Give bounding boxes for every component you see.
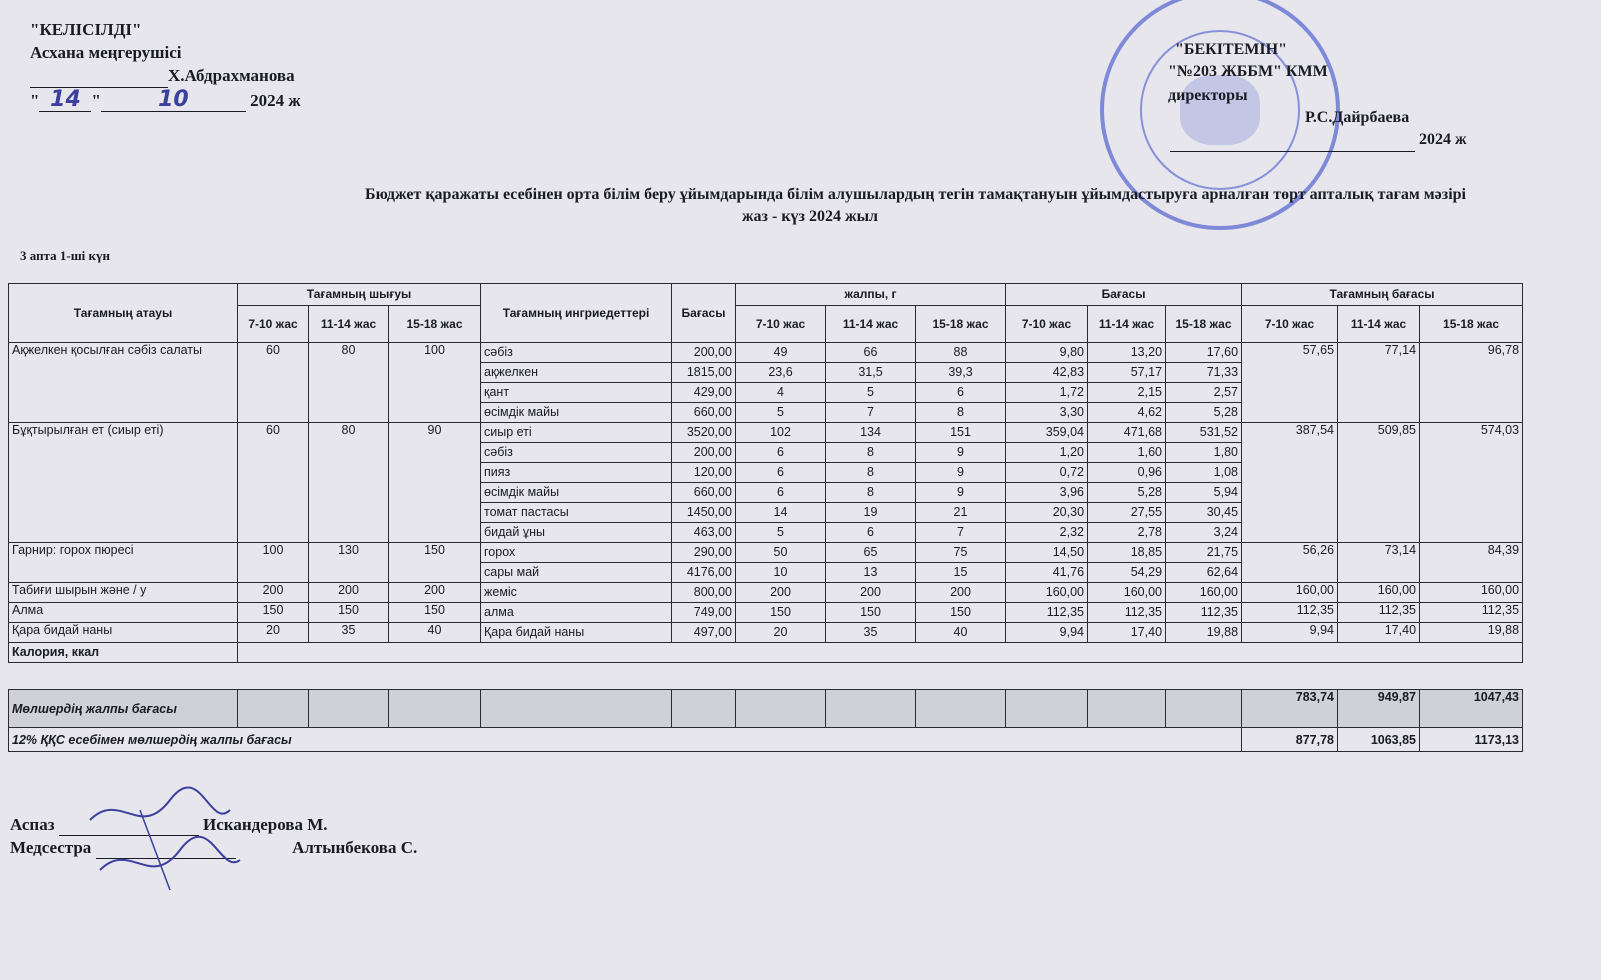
dish-cost: 56,26 <box>1242 543 1338 583</box>
dish-cost: 509,85 <box>1338 423 1420 543</box>
signature-line <box>30 64 168 88</box>
total-value: 949,87 <box>1338 690 1420 728</box>
ingredient-cost: 3,24 <box>1166 523 1242 543</box>
nurse-label: Медсестра <box>10 838 92 857</box>
dish-cost: 112,35 <box>1420 603 1523 623</box>
dish-name: Алма <box>9 603 238 623</box>
ingredient-name: өсімдік майы <box>481 403 672 423</box>
dish-output: 200 <box>389 583 481 603</box>
header-age: 7-10 жас <box>736 306 826 343</box>
approval-title: "КЕЛІСІЛДІ" <box>30 20 142 39</box>
dish-cost: 160,00 <box>1420 583 1523 603</box>
ingredient-gross: 151 <box>916 423 1006 443</box>
ingredient-gross: 13 <box>826 563 916 583</box>
week-day-label: 3 апта 1-ші күн <box>20 248 111 263</box>
header-cost: Бағасы <box>1006 284 1242 306</box>
ingredient-gross: 150 <box>826 603 916 623</box>
ingredient-gross: 6 <box>916 383 1006 403</box>
header-age: 11-14 жас <box>1088 306 1166 343</box>
total-row <box>9 690 1523 728</box>
ingredient-cost: 1,20 <box>1006 443 1088 463</box>
ingredient-gross: 35 <box>826 623 916 643</box>
menu-table-body <box>9 343 1523 663</box>
header-age: 15-18 жас <box>389 306 481 343</box>
ingredient-cost: 0,72 <box>1006 463 1088 483</box>
header-ingredients: Тағамның ингриедеттері <box>481 284 672 343</box>
dish-output: 90 <box>389 423 481 543</box>
ingredient-price: 429,00 <box>672 383 736 403</box>
approve-year: 2024 ж <box>1419 131 1467 148</box>
ingredient-cost: 19,88 <box>1166 623 1242 643</box>
dish-output: 80 <box>309 343 389 423</box>
dish-cost: 160,00 <box>1338 583 1420 603</box>
total-value: 1047,43 <box>1420 690 1523 728</box>
ingredient-name: пияз <box>481 463 672 483</box>
ingredient-gross: 49 <box>736 343 826 363</box>
approve-name: Р.С.Дайрбаева <box>1305 109 1410 126</box>
ingredient-cost: 1,80 <box>1166 443 1242 463</box>
ingredient-gross: 150 <box>736 603 826 623</box>
dish-name: Бұқтырылған ет (сиыр еті) <box>9 423 238 543</box>
ingredient-cost: 471,68 <box>1088 423 1166 443</box>
dish-name: Қара бидай наны <box>9 623 238 643</box>
ingredient-gross: 50 <box>736 543 826 563</box>
approval-block-left <box>30 18 301 112</box>
ingredient-gross: 9 <box>916 463 1006 483</box>
total-label: Мөлшердің жалпы бағасы <box>9 690 238 728</box>
ingredient-cost: 2,15 <box>1088 383 1166 403</box>
approval-date-line: " 14 " 10 2024 ж <box>30 87 301 112</box>
dish-cost: 160,00 <box>1242 583 1338 603</box>
ingredient-gross: 8 <box>916 403 1006 423</box>
ingredient-gross: 9 <box>916 483 1006 503</box>
vat-total-value: 877,78 <box>1242 728 1338 752</box>
ingredient-cost: 41,76 <box>1006 563 1088 583</box>
dish-output: 40 <box>389 623 481 643</box>
approval-day: 14 <box>39 88 91 112</box>
dish-name: Ақжелкен қосылған сәбіз салаты <box>9 343 238 423</box>
ingredient-price: 660,00 <box>672 483 736 503</box>
total-value: 783,74 <box>1242 690 1338 728</box>
ingredient-name: өсімдік майы <box>481 483 672 503</box>
table-row <box>9 583 1523 603</box>
ingredient-cost: 112,35 <box>1166 603 1242 623</box>
ingredient-cost: 1,08 <box>1166 463 1242 483</box>
ingredient-cost: 27,55 <box>1088 503 1166 523</box>
calorie-label: Калория, ккал <box>9 643 238 663</box>
approve-title: "БЕКІТЕМІН" <box>1175 41 1287 58</box>
header-dish-cost: Тағамның бағасы <box>1242 284 1523 306</box>
ingredient-price: 800,00 <box>672 583 736 603</box>
table-row <box>9 343 1523 363</box>
ingredient-name: горох <box>481 543 672 563</box>
header-age: 11-14 жас <box>1338 306 1420 343</box>
table-row <box>9 543 1523 563</box>
ingredient-cost: 112,35 <box>1006 603 1088 623</box>
ingredient-cost: 17,60 <box>1166 343 1242 363</box>
ingredient-gross: 5 <box>736 403 826 423</box>
ingredient-price: 290,00 <box>672 543 736 563</box>
dish-cost: 574,03 <box>1420 423 1523 543</box>
cook-label: Аспаз <box>10 815 55 834</box>
ingredient-gross: 14 <box>736 503 826 523</box>
ingredient-price: 200,00 <box>672 343 736 363</box>
ingredient-gross: 65 <box>826 543 916 563</box>
header-age: 7-10 жас <box>1242 306 1338 343</box>
ingredient-gross: 8 <box>826 483 916 503</box>
ingredient-cost: 160,00 <box>1166 583 1242 603</box>
vat-total-label: 12% ҚҚС есебімен мөлшердің жалпы бағасы <box>9 728 1242 752</box>
ingredient-gross: 88 <box>916 343 1006 363</box>
vat-total-value: 1063,85 <box>1338 728 1420 752</box>
ingredient-cost: 1,60 <box>1088 443 1166 463</box>
document-title: Бюджет қаражаты есебінен орта білім беру ұйымдарында білім алушылардың тегін тамақтануын ұйымдастыруға арналған төрт апталық тағам мәзірі <box>364 186 1466 203</box>
ingredient-cost: 54,29 <box>1088 563 1166 583</box>
approve-signature-line <box>1170 128 1415 152</box>
document-subtitle: жаз - күз 2024 жыл <box>741 208 879 225</box>
ingredient-cost: 9,80 <box>1006 343 1088 363</box>
dish-cost: 96,78 <box>1420 343 1523 423</box>
totals-table <box>8 689 1523 752</box>
dish-cost: 112,35 <box>1338 603 1420 623</box>
header-age: 7-10 жас <box>238 306 309 343</box>
ingredient-price: 1450,00 <box>672 503 736 523</box>
ingredient-cost: 3,96 <box>1006 483 1088 503</box>
ingredient-gross: 31,5 <box>826 363 916 383</box>
ingredient-cost: 0,96 <box>1088 463 1166 483</box>
ingredient-price: 200,00 <box>672 443 736 463</box>
ingredient-gross: 8 <box>826 443 916 463</box>
dish-cost: 112,35 <box>1242 603 1338 623</box>
ingredient-cost: 57,17 <box>1088 363 1166 383</box>
ingredient-price: 660,00 <box>672 403 736 423</box>
ingredient-gross: 21 <box>916 503 1006 523</box>
ingredient-gross: 5 <box>736 523 826 543</box>
dish-output: 60 <box>238 423 309 543</box>
header-age: 15-18 жас <box>1420 306 1523 343</box>
vat-total-row <box>9 728 1523 752</box>
ingredient-gross: 20 <box>736 623 826 643</box>
ingredient-price: 1815,00 <box>672 363 736 383</box>
ingredient-cost: 71,33 <box>1166 363 1242 383</box>
ingredient-cost: 21,75 <box>1166 543 1242 563</box>
table-row <box>9 603 1523 623</box>
ingredient-cost: 1,72 <box>1006 383 1088 403</box>
ingredient-name: томат пастасы <box>481 503 672 523</box>
ingredient-gross: 134 <box>826 423 916 443</box>
approval-name-line <box>30 64 301 88</box>
dish-output: 200 <box>309 583 389 603</box>
ingredient-gross: 6 <box>736 443 826 463</box>
approve-date-line <box>1170 128 1467 152</box>
ingredient-gross: 66 <box>826 343 916 363</box>
vat-total-value: 1173,13 <box>1420 728 1523 752</box>
dish-output: 130 <box>309 543 389 583</box>
ingredient-cost: 160,00 <box>1088 583 1166 603</box>
header-dish-name: Тағамның атауы <box>9 284 238 343</box>
ingredient-name: жеміс <box>481 583 672 603</box>
ingredient-name: сәбіз <box>481 343 672 363</box>
approval-year: 2024 ж <box>250 91 301 110</box>
ingredient-name: қант <box>481 383 672 403</box>
ingredient-cost: 4,62 <box>1088 403 1166 423</box>
ingredient-cost: 9,94 <box>1006 623 1088 643</box>
dish-output: 100 <box>389 343 481 423</box>
approval-month: 10 <box>101 88 246 112</box>
ingredient-cost: 531,52 <box>1166 423 1242 443</box>
ingredient-gross: 6 <box>736 463 826 483</box>
ingredient-price: 749,00 <box>672 603 736 623</box>
table-row <box>9 423 1523 443</box>
ingredient-cost: 18,85 <box>1088 543 1166 563</box>
nurse-name: Алтынбекова С. <box>292 838 418 857</box>
dish-output: 150 <box>309 603 389 623</box>
calorie-row <box>9 643 1523 663</box>
ingredient-cost: 17,40 <box>1088 623 1166 643</box>
ingredient-name: ақжелкен <box>481 363 672 383</box>
header-age: 15-18 жас <box>1166 306 1242 343</box>
ingredient-name: сәбіз <box>481 443 672 463</box>
ingredient-gross: 6 <box>826 523 916 543</box>
ingredient-name: бидай ұны <box>481 523 672 543</box>
dish-output: 150 <box>238 603 309 623</box>
cook-name: Искандерова М. <box>203 815 328 834</box>
ingredient-cost: 2,78 <box>1088 523 1166 543</box>
ingredient-gross: 40 <box>916 623 1006 643</box>
menu-table <box>8 283 1523 663</box>
ingredient-price: 497,00 <box>672 623 736 643</box>
dish-cost: 19,88 <box>1420 623 1523 643</box>
ingredient-cost: 20,30 <box>1006 503 1088 523</box>
ingredient-gross: 39,3 <box>916 363 1006 383</box>
dish-output: 35 <box>309 623 389 643</box>
dish-cost: 17,40 <box>1338 623 1420 643</box>
header-age: 15-18 жас <box>916 306 1006 343</box>
ingredient-cost: 13,20 <box>1088 343 1166 363</box>
ingredient-price: 4176,00 <box>672 563 736 583</box>
dish-output: 150 <box>389 543 481 583</box>
dish-cost: 84,39 <box>1420 543 1523 583</box>
ingredient-name: сиыр еті <box>481 423 672 443</box>
ingredient-name: сары май <box>481 563 672 583</box>
handwritten-signatures <box>80 780 250 900</box>
header-price: Бағасы <box>672 284 736 343</box>
calorie-values <box>238 643 1523 663</box>
ingredient-cost: 5,94 <box>1166 483 1242 503</box>
dish-cost: 57,65 <box>1242 343 1338 423</box>
ingredient-gross: 15 <box>916 563 1006 583</box>
ingredient-gross: 7 <box>916 523 1006 543</box>
ingredient-gross: 150 <box>916 603 1006 623</box>
dish-cost: 73,14 <box>1338 543 1420 583</box>
ingredient-gross: 102 <box>736 423 826 443</box>
ingredient-cost: 3,30 <box>1006 403 1088 423</box>
dish-output: 100 <box>238 543 309 583</box>
approval-name: Х.Абдрахманова <box>168 66 295 85</box>
ingredient-gross: 23,6 <box>736 363 826 383</box>
ingredient-cost: 5,28 <box>1166 403 1242 423</box>
ingredient-gross: 10 <box>736 563 826 583</box>
ingredient-price: 463,00 <box>672 523 736 543</box>
dish-output: 20 <box>238 623 309 643</box>
header-age: 11-14 жас <box>826 306 916 343</box>
header-age: 7-10 жас <box>1006 306 1088 343</box>
ingredient-gross: 5 <box>826 383 916 403</box>
dish-name: Табиғи шырын және / у <box>9 583 238 603</box>
ingredient-price: 120,00 <box>672 463 736 483</box>
ingredient-gross: 4 <box>736 383 826 403</box>
ingredient-gross: 19 <box>826 503 916 523</box>
ingredient-gross: 7 <box>826 403 916 423</box>
table-row <box>9 623 1523 643</box>
dish-output: 60 <box>238 343 309 423</box>
dish-cost: 77,14 <box>1338 343 1420 423</box>
ingredient-cost: 30,45 <box>1166 503 1242 523</box>
header-output: Тағамның шығуы <box>238 284 481 306</box>
ingredient-cost: 14,50 <box>1006 543 1088 563</box>
ingredient-gross: 200 <box>826 583 916 603</box>
ingredient-cost: 160,00 <box>1006 583 1088 603</box>
ingredient-gross: 8 <box>826 463 916 483</box>
ingredient-gross: 9 <box>916 443 1006 463</box>
ingredient-cost: 2,32 <box>1006 523 1088 543</box>
ingredient-gross: 6 <box>736 483 826 503</box>
dish-output: 150 <box>389 603 481 623</box>
header-gross: жалпы, г <box>736 284 1006 306</box>
dish-output: 80 <box>309 423 389 543</box>
ingredient-price: 3520,00 <box>672 423 736 443</box>
dish-cost: 9,94 <box>1242 623 1338 643</box>
dish-output: 200 <box>238 583 309 603</box>
ingredient-cost: 62,64 <box>1166 563 1242 583</box>
dish-name: Гарнир: горох пюресі <box>9 543 238 583</box>
ingredient-gross: 200 <box>736 583 826 603</box>
approval-position: Асхана меңгерушісі <box>30 43 182 62</box>
approve-org: "№203 ЖББМ" КММ <box>1168 63 1328 80</box>
dish-cost: 387,54 <box>1242 423 1338 543</box>
ingredient-cost: 2,57 <box>1166 383 1242 403</box>
ingredient-cost: 359,04 <box>1006 423 1088 443</box>
ingredient-gross: 200 <box>916 583 1006 603</box>
approve-position: директоры <box>1168 87 1248 104</box>
ingredient-name: Қара бидай наны <box>481 623 672 643</box>
ingredient-gross: 75 <box>916 543 1006 563</box>
ingredient-name: алма <box>481 603 672 623</box>
ingredient-cost: 5,28 <box>1088 483 1166 503</box>
header-age: 11-14 жас <box>309 306 389 343</box>
ingredient-cost: 42,83 <box>1006 363 1088 383</box>
ingredient-cost: 112,35 <box>1088 603 1166 623</box>
